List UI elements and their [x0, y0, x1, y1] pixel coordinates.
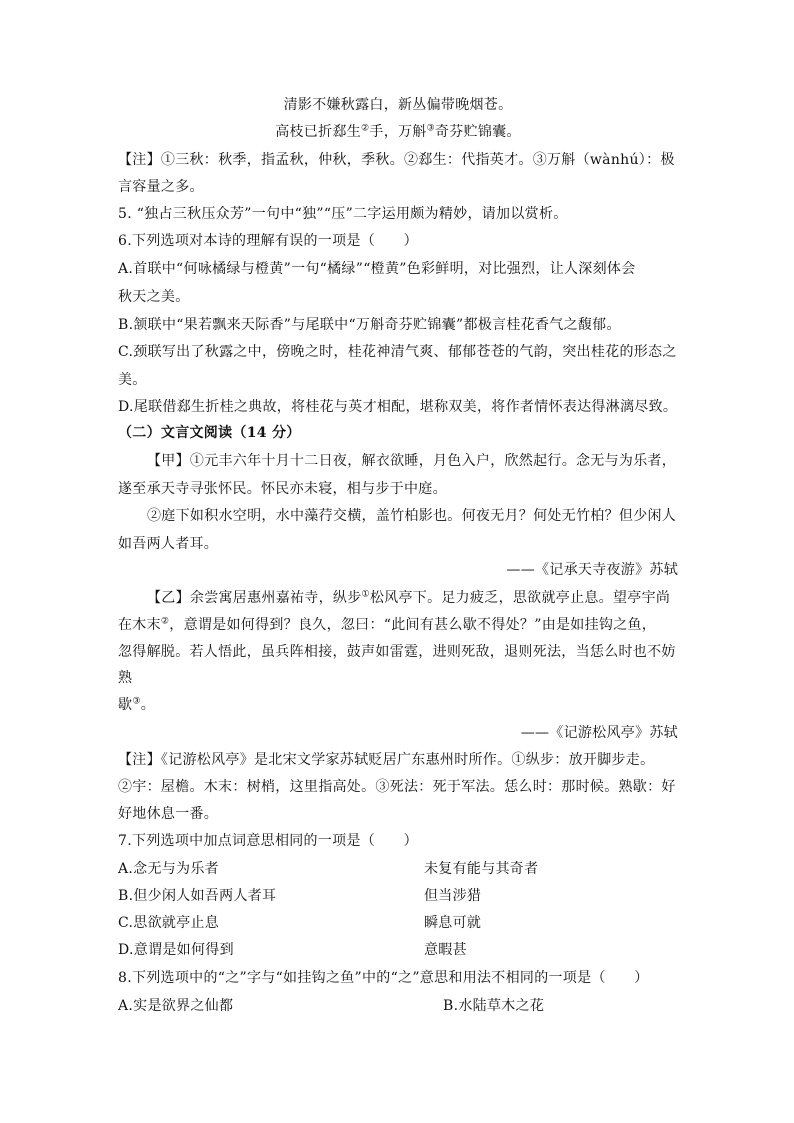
question-8-stem: 8.下列选项中的“之”字与“如挂钩之鱼”中的“之”意思和用法不相同的一项是（ ）: [118, 970, 649, 986]
question-6-stem: 6.下列选项对本诗的理解有误的一项是（ ）: [118, 233, 418, 249]
yi-line-5: 歇③。: [118, 696, 155, 713]
jia-paragraph-2-line-1: ②庭下如积水空明，水中藻荇交横，盖竹柏影也。何夜无月？何处无竹柏？但少闲人: [147, 508, 677, 524]
question-8-option-b: B.水陆草木之花: [443, 998, 545, 1014]
question-7-stem: 7.下列选项中加点词意思相同的一项是（ ）: [118, 833, 418, 849]
passage-note-line-3: 好地休息一番。: [118, 806, 219, 822]
question-7-option-d: D.意谓是如何得到 意暇甚: [118, 942, 467, 958]
yi-line-4: 熟: [118, 670, 133, 686]
question-6-option-a-line-2: 秋天之美。: [118, 289, 190, 305]
poem-note-line-2: 言容量之多。: [118, 179, 204, 195]
passage-note-line-2: ②宇：屋檐。木末：树梢，这里指高处。③死法：死于军法。恁么时：那时候。熟歇：好: [118, 779, 676, 795]
passage-note-line-1: 【注】《记游松风亭》是北宋文学家苏轼贬居广东惠州时所作。①纵步：放开脚步走。: [118, 752, 655, 768]
question-6-option-c-line-2: 美。: [118, 372, 147, 388]
section-classical-reading-title: （二）文言文阅读（14 分）: [118, 425, 301, 441]
jia-source: ——《记承天寺夜游》苏轼: [506, 562, 678, 578]
question-6-option-c-line-1: C.颈联写出了秋露之中，傍晚之时，桂花神清气爽、郁郁苍苍的气韵，突出桂花的形态之: [118, 344, 677, 360]
yi-line-1: 【乙】余尝寓居惠州嘉祐寺，纵步①松风亭下。足力疲乏，思欲就亭止息。望亭宇尚: [147, 589, 671, 606]
question-6-option-b: B.颔联中“果若飘来天际香”与尾联中“万斛奇芬贮锦囊”都极言桂花香气之馥郁。: [118, 317, 621, 333]
yi-line-3: 忽得解脱。若人悟此，虽兵阵相接，鼓声如雷霆，进则死敌，退则死法，当恁么时也不妨: [118, 644, 676, 660]
question-6-option-d: D.尾联借郄生折桂之典故，将桂花与英才相配，堪称双美，将作者情怀表达得淋漓尽致。: [118, 399, 678, 415]
question-7-option-b: B.但少闲人如吾两人者耳 但当涉猎: [118, 888, 482, 904]
question-7-option-c: C.思欲就亭止息 瞬息可就: [118, 915, 482, 931]
jia-paragraph-2-line-2: 如吾两人者耳。: [118, 536, 219, 552]
yi-line-2: 在木末②，意谓是如何得到？良久，忽曰：“此间有甚么歇不得处？”由是如挂钩之鱼，: [118, 616, 657, 633]
jia-paragraph-1-line-2: 遂至承天寺寻张怀民。怀民亦未寝，相与步于中庭。: [118, 481, 447, 497]
question-8-options-row: [118, 996, 678, 1016]
poem-note-line-1: 【注】①三秋：秋季，指孟秋，仲秋，季秋。②郄生：代指英才。③万斛（wànhú）：极: [118, 152, 675, 168]
question-5: 5. “独占三秋压众芳”一句中“独”“压”二字运用颇为精妙，请加以赏析。: [118, 206, 568, 222]
question-8-option-a: A.实是欲界之仙都: [118, 998, 234, 1014]
question-6-option-a-line-1: A.首联中“何咏橘绿与橙黄”一句“橘绿”“橙黄”色彩鲜明，对比强烈，让人深刻体会: [118, 261, 636, 277]
poem-line-3: 清影不嫌秋露白，新丛偏带晚烟苍。: [283, 97, 513, 113]
poem-line-4: 高枝已折郄生②手，万斛③奇芬贮锦囊。: [275, 123, 521, 140]
question-7-option-a: A.念无与为乐者 未复有能与其奇者: [118, 861, 539, 877]
yi-source: ——《记游松风亭》苏轼: [520, 725, 678, 741]
jia-paragraph-1-line-1: 【甲】①元丰六年十月十二日夜，解衣欲睡，月色入户，欣然起行。念无与为乐者，: [147, 453, 677, 469]
